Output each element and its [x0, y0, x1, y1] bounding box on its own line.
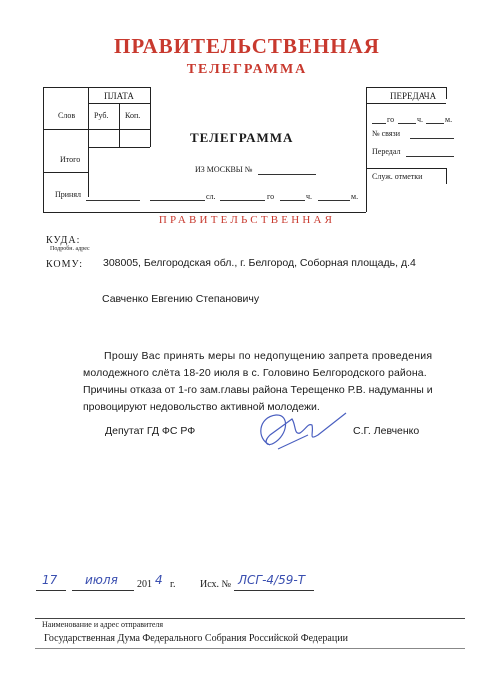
- komu-label: КОМУ:: [46, 259, 84, 270]
- form-center-title: ТЕЛЕГРАММА: [190, 130, 294, 145]
- prinyal-label: Принял: [55, 190, 82, 199]
- podrobn-label: Подробн. адрес: [50, 246, 90, 252]
- itogo-label: Итого: [60, 155, 81, 164]
- sl-label: сл.: [206, 192, 216, 201]
- document-title: ПРАВИТЕЛЬСТВЕННАЯ: [114, 34, 380, 58]
- kop-label: Коп.: [125, 111, 141, 120]
- body-line-3: Причины отказа от 1-го зам.главы района Терещенко Р.В. надуманны и: [83, 384, 433, 396]
- government-stamp-line: ПРАВИТЕЛЬСТВЕННАЯ: [158, 214, 336, 226]
- date-year-suffix: 4: [155, 573, 163, 587]
- body-line-4: провоцируют недовольство активной молодежи.: [83, 401, 320, 413]
- body-line-2: молодежного слёта 18-20 июля в с. Головино Белгородского района.: [83, 367, 427, 379]
- pd-ch-label: ч.: [417, 115, 424, 124]
- peredacha-label: ПЕРЕДАЧА: [390, 91, 437, 101]
- from-moscow-label: ИЗ МОСКВЫ №: [195, 165, 253, 174]
- sluzh-label: Служ. отметки: [372, 172, 423, 181]
- date-day: 17: [42, 573, 58, 587]
- document-subtitle: ТЕЛЕГРАММА: [186, 62, 308, 77]
- recipient-name: Савченко Евгению Степановичу: [102, 293, 260, 305]
- address-value: 308005, Белгородская обл., г. Белгород, Соборная площадь, д.4: [103, 257, 416, 269]
- ish-label: Исх. №: [200, 579, 232, 590]
- svyazi-label: № связи: [372, 129, 400, 138]
- sender-value: Государственная Дума Федерального Собрания Российской Федерации: [44, 633, 348, 644]
- handwritten-signature: [248, 405, 353, 455]
- sender-label: Наименование и адрес отправителя: [42, 620, 164, 629]
- date-year-prefix: 201: [137, 579, 152, 590]
- m-label: м.: [351, 192, 359, 201]
- ish-number: ЛСГ-4/59-Т: [238, 573, 306, 587]
- ch-label: ч.: [306, 192, 313, 201]
- rub-label: Руб.: [94, 111, 109, 120]
- go-label: го: [267, 192, 275, 201]
- pd-go-label: го: [387, 115, 395, 124]
- kuda-label: КУДА:: [46, 235, 81, 246]
- date-g: г.: [170, 579, 176, 590]
- body-line-1: Прошу Вас принять меры по недопущению запрета проведения: [104, 350, 433, 362]
- plata-label: ПЛАТА: [104, 91, 134, 101]
- date-month: июля: [85, 573, 118, 587]
- pd-m-label: м.: [445, 115, 453, 124]
- signatory-position: Депутат ГД ФС РФ: [105, 425, 196, 437]
- peredal-label: Передал: [372, 147, 401, 156]
- signatory-name: С.Г. Левченко: [353, 425, 420, 437]
- slov-label: Слов: [58, 111, 76, 120]
